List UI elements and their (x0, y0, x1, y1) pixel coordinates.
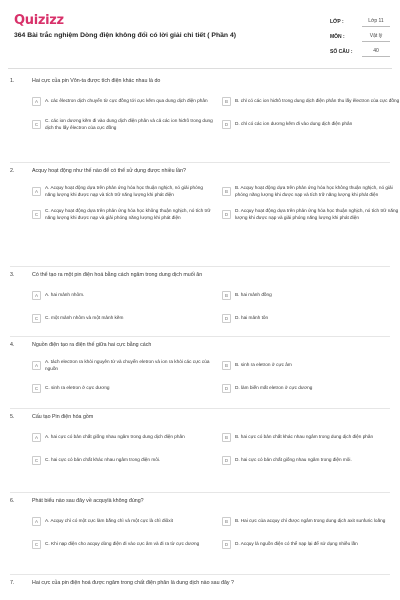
worksheet-title: 364 Bài trắc nghiệm Dòng điện không đổi có lời giải chi tiết ( Phần 4) (14, 32, 236, 39)
question-number: 5. (10, 414, 15, 420)
option-text: D. làm biến mất eletron ở cực dương (235, 385, 313, 391)
question-7 (10, 580, 390, 587)
answer-option[interactable] (222, 451, 400, 470)
meta-row-class (330, 14, 390, 29)
answer-option[interactable] (32, 115, 214, 134)
option-letter-box: D (222, 456, 231, 465)
option-text: B. hai cực có bản chất khác nhau ngâm trong dung dịch điện phân (235, 434, 374, 440)
meta-value: Vật lý (362, 31, 390, 42)
question-2 (10, 168, 399, 224)
meta-row-count (330, 44, 390, 59)
option-text: C. Acquy hoạt động dựa trên phản ứng hóa học không thuận nghịch, nó tích trữ năng lượng khi được nạp và giải phóng năng lượng khi phát điện (45, 208, 211, 220)
answer-option[interactable] (222, 535, 400, 554)
option-letter-box: B (222, 97, 231, 106)
option-letter-box: B (222, 433, 231, 442)
answer-option[interactable] (32, 286, 214, 305)
question-divider (10, 408, 390, 409)
question-number: 4. (10, 342, 15, 348)
option-letter-box: B (222, 517, 231, 526)
question-text: Có thể tạo ra một pin điện hoá bằng cách ngâm trong dung dịch muối ăn (32, 272, 203, 278)
question-divider (10, 336, 390, 337)
option-text: C. các ion dương kẽm đi vào dung dịch điện phân và cả các ion hiđrô trong dung dịch thu lấy êlectron của cực đồng (45, 118, 213, 130)
meta-row-subject (330, 29, 390, 44)
option-letter-box: D (222, 314, 231, 323)
answer-options (32, 428, 390, 470)
answer-option[interactable] (222, 512, 400, 531)
question-number: 3. (10, 272, 15, 278)
option-text: B. Hai cực của acquy chì được ngâm trong dung dịch axit sunfuric loãng (235, 518, 386, 524)
option-letter-box: C (32, 384, 41, 393)
header-divider (8, 68, 392, 69)
answer-options (32, 286, 390, 328)
answer-options (32, 356, 390, 398)
question-number: 2. (10, 168, 15, 174)
option-letter-box: C (32, 210, 41, 219)
option-letter-box: C (32, 540, 41, 549)
option-text: D. hai cực có bản chất giống nhau ngâm trong điện môi. (235, 457, 352, 463)
option-text: D. chỉ có các ion dương kẽm đi vào dung dịch điện phân (235, 121, 353, 127)
answer-option[interactable] (32, 356, 214, 375)
option-letter-box: D (222, 210, 231, 219)
question-text: Cấu tạo Pin điện hóa gồm (32, 414, 94, 420)
option-letter-box: A (32, 97, 41, 106)
option-letter-box: C (32, 314, 41, 323)
option-letter-box: D (222, 540, 231, 549)
option-letter-box: B (222, 187, 231, 196)
option-text: B. Acquy hoạt động dựa trên phản ứng hóa học không thuận nghịch, nó giải phóng năng lượng khi được nạp và tích trữ năng lượng khi phát điện (235, 185, 393, 197)
answer-option[interactable] (222, 92, 400, 111)
option-text: B. chỉ có các ion hiđrô trong dung dịch điện phân thu lấy êlectron của cực đồng (235, 98, 400, 104)
quizizz-logo: Quizizz (14, 13, 64, 28)
question-row (10, 168, 390, 175)
option-letter-box: C (32, 456, 41, 465)
meta-label: SỐ CÂU : (330, 48, 353, 55)
option-text: A. hai cực có bản chất giống nhau ngâm trong dung dịch điện phân (45, 434, 185, 440)
option-letter-box: A (32, 291, 41, 300)
question-text: Hai cực của pin điện hoá được ngâm trong chất điện phân là dung dịch nào sau đây ? (32, 580, 234, 586)
answer-option[interactable] (32, 379, 214, 398)
option-text: A. Acquy chì có một cực làm bằng chì và một cực là chì điôxit (45, 518, 173, 524)
option-text: A. tách electron ra khỏi nguyên tử và chuyển eletron và ion ra khỏi các cực của nguồn (45, 359, 210, 371)
option-text: A. hai mảnh nhôm. (45, 292, 85, 298)
question-divider (10, 492, 390, 493)
question-row (10, 498, 390, 505)
option-text: A. Acquy hoạt động dựa trên phản ứng hóa học thuận nghịch, nó giải phóng năng lượng khi được nạp và tích trữ năng lượng khi phát điện (45, 185, 203, 197)
question-1 (10, 78, 400, 134)
question-divider (10, 266, 390, 267)
option-text: D. Acquy hoạt động dựa trên phản ứng hóa học thuận nghịch, nó tích trữ năng lượng khi được nạp và giải phóng năng lượng khi phát điện (235, 208, 399, 220)
question-text: Hai cực của pin Vôn-ta được tích điện khác nhau là do (32, 78, 161, 84)
answer-option[interactable] (32, 309, 214, 328)
option-text: C. hai cực có bản chất khác nhau ngâm trong điện môi. (45, 457, 161, 463)
meta-value: 40 (362, 46, 390, 57)
question-text: Nguồn điện tạo ra điện thế giữa hai cực bằng cách (32, 342, 152, 348)
option-text: D. Acquy là nguồn điện có thể nạp lại để sử dụng nhiều lần (235, 541, 358, 547)
answer-option[interactable] (32, 451, 214, 470)
question-4 (10, 342, 390, 398)
meta-value: Lớp 11 (362, 16, 390, 27)
answer-option[interactable] (222, 356, 400, 375)
option-letter-box: D (222, 120, 231, 129)
answer-option[interactable] (222, 182, 400, 201)
answer-option[interactable] (222, 428, 400, 447)
question-row (10, 78, 390, 85)
option-letter-box: D (222, 384, 231, 393)
question-text: Phát biểu nào sau đây về acquylà không đúng? (32, 498, 144, 504)
answer-options (32, 512, 390, 554)
option-text: B. hai mảnh đồng (235, 292, 272, 298)
option-text: D. hai mảnh tôn (235, 315, 269, 321)
answer-option[interactable] (222, 286, 400, 305)
question-number: 1. (10, 78, 15, 84)
option-letter-box: B (222, 361, 231, 370)
question-6 (10, 498, 390, 554)
question-5 (10, 414, 390, 470)
option-text: C. sinh ra eletron ở cực dương (45, 385, 110, 391)
option-letter-box: B (222, 291, 231, 300)
answer-option[interactable] (32, 512, 214, 531)
answer-options (32, 182, 399, 224)
question-divider (10, 162, 390, 163)
answer-option[interactable] (32, 205, 214, 224)
question-row (10, 342, 390, 349)
option-letter-box: A (32, 433, 41, 442)
answer-option[interactable] (32, 535, 214, 554)
option-letter-box: A (32, 517, 41, 526)
option-letter-box: A (32, 361, 41, 370)
question-text: Acquy hoạt động như thế nào để có thể sử dụng được nhiều lần? (32, 168, 187, 174)
option-text: C. Khi nạp điện cho acquy dòng điện đi vào cực âm và đi ra từ cực dương (45, 541, 200, 547)
worksheet-header (0, 0, 400, 70)
answer-options (32, 92, 400, 134)
meta-label: LỚP : (330, 18, 344, 25)
question-row (10, 580, 390, 587)
worksheet-meta (330, 14, 390, 59)
question-divider (10, 574, 390, 575)
answer-option[interactable] (32, 182, 214, 201)
answer-option[interactable] (222, 379, 400, 398)
answer-option[interactable] (222, 205, 400, 224)
option-text: C. một mảnh nhôm và một mảnh kẽm (45, 315, 124, 321)
question-number: 7. (10, 580, 15, 586)
question-row (10, 272, 390, 279)
question-row (10, 414, 390, 421)
option-letter-box: A (32, 187, 41, 196)
meta-label: MÔN : (330, 33, 345, 40)
answer-option[interactable] (32, 92, 214, 111)
question-3 (10, 272, 390, 328)
option-text: B. sinh ra eletron ở cực âm (235, 362, 292, 368)
answer-option[interactable] (222, 309, 400, 328)
answer-option[interactable] (32, 428, 214, 447)
option-letter-box: C (32, 120, 41, 129)
answer-option[interactable] (222, 115, 400, 134)
option-text: A. các êlectron dịch chuyển từ cực đồng tới cực kẽm qua dung dịch điện phân (45, 98, 208, 104)
question-number: 6. (10, 498, 15, 504)
